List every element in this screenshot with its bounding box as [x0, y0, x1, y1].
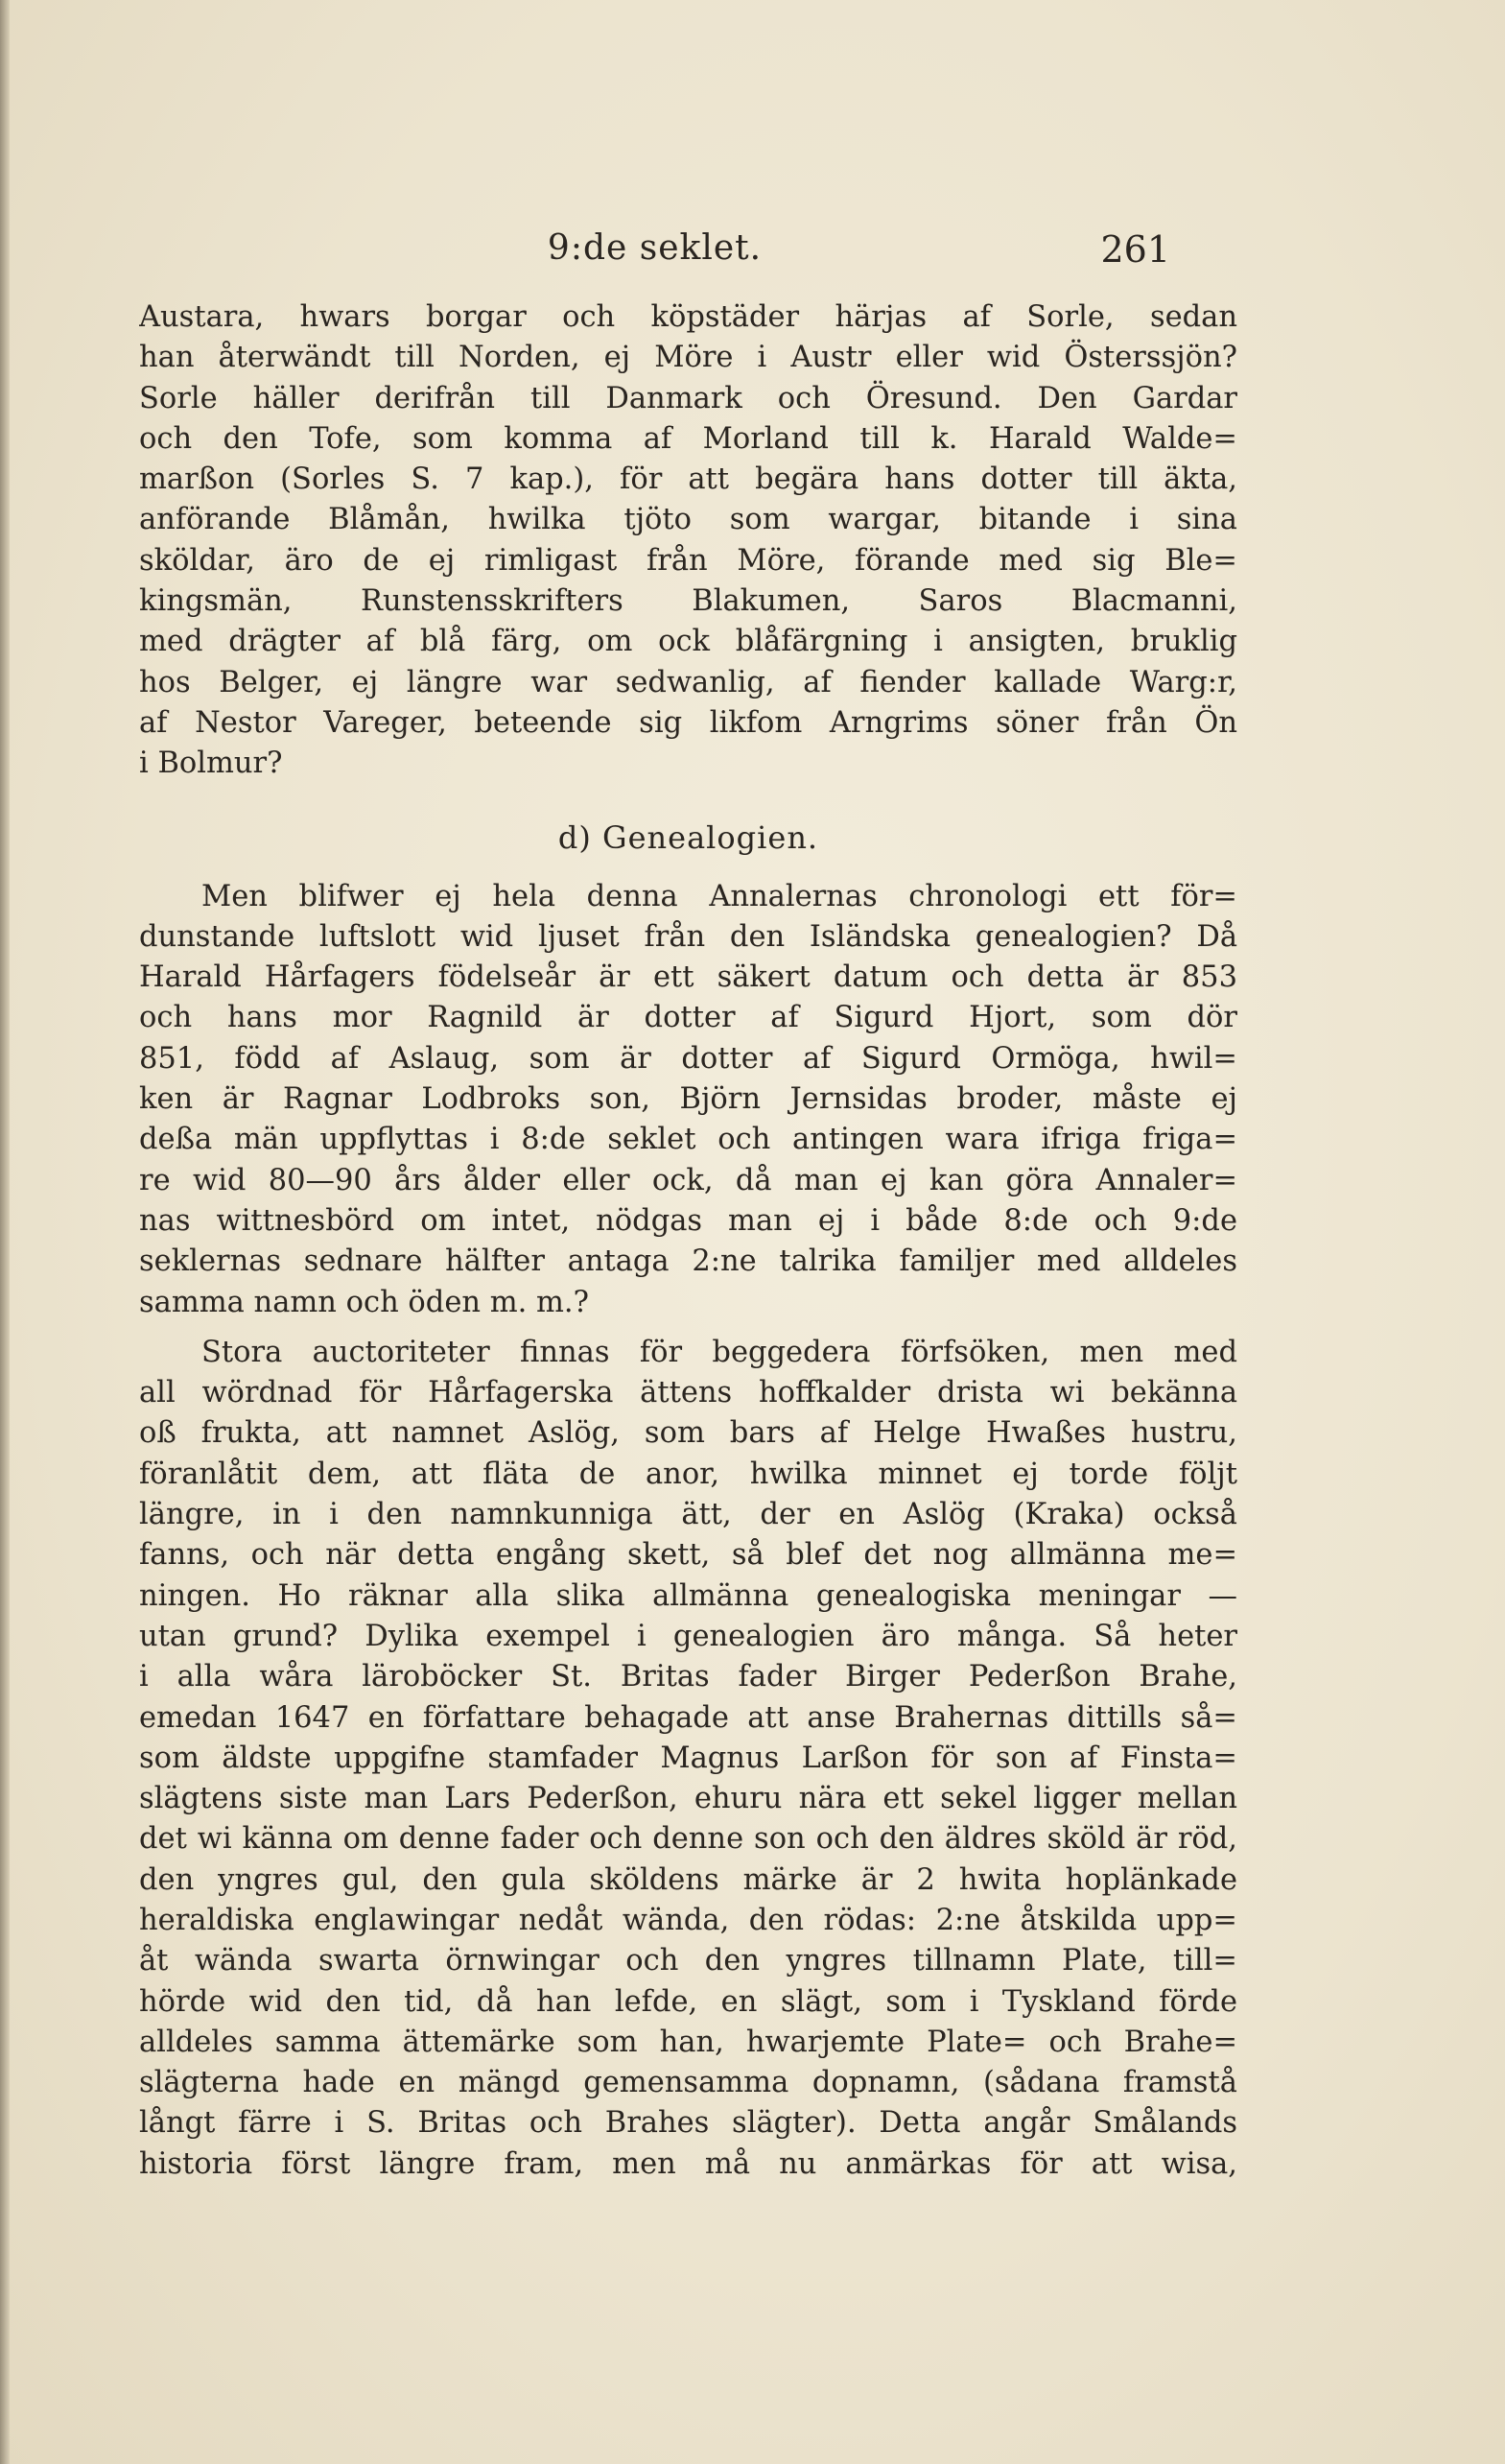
text-line: den yngres gul, den gula sköldens märke är 2 hwita hoplänkade [139, 1862, 1237, 1897]
text-line: ningen. Ho räknar alla slika allmänna genealogiska meningar — [139, 1578, 1237, 1613]
text-line: af Nestor Vareger, beteende sig likfom Arngrims söner från Ön [139, 705, 1237, 740]
text-line: samma namn och öden m. m.? [139, 1285, 589, 1319]
text-line: re wid 80—90 års ålder eller ock, då man ej kan göra Annaler= [139, 1163, 1237, 1197]
paragraph-1 [139, 297, 1237, 785]
text-line: Men blifwer ej hela denna Annalernas chronologi ett för= [201, 879, 1237, 913]
text-line: slägtens siste man Lars Pederßon, ehuru nära ett sekel ligger mellan [139, 1782, 1237, 1816]
text-line: hos Belger, ej längre war sedwanlig, af fiender kallade Warg:r, [139, 665, 1237, 699]
text-line: emedan 1647 en författare behagade att anse Brahernas dittills så= [139, 1700, 1237, 1735]
text-line: föranlåtit dem, att fläta de anor, hwilka minnet ej torde följt [139, 1457, 1237, 1491]
text-line: nas wittnesbörd om intet, nödgas man ej i både 8:de och 9:de [139, 1203, 1237, 1238]
page-number: 261 [1100, 228, 1170, 271]
text-line: Sorle häller derifrån till Danmark och Öresund. Den Gardar [139, 381, 1237, 415]
text-line: åt wända swarta örnwingar och den yngres tillnamn Plate, till= [139, 1944, 1237, 1978]
section-heading: d) Genealogien. [557, 818, 819, 856]
text-line: som äldste uppgifne stamfader Magnus Larßon för son af Finsta= [139, 1741, 1237, 1775]
text-line: Austara, hwars borgar och köpstäder härjas af Sorle, sedan [139, 300, 1237, 334]
text-line: all wördnad för Hårfagerska ättens hoffkalder drista wi bekänna [139, 1376, 1237, 1410]
text-line: längre, in i den namnkunniga ätt, der en Aslög (Kraka) också [139, 1498, 1237, 1532]
text-line: det wi känna om denne fader och denne son och den äldres sköld är röd, [139, 1822, 1237, 1857]
text-line: fanns, och när detta engång skett, så blef det nog allmänna me= [139, 1538, 1237, 1573]
text-line: och den Tofe, som komma af Morland till k. Harald Walde= [139, 421, 1237, 456]
text-line: alldeles samma ättemärke som han, hwarjemte Plate= och Brahe= [139, 2025, 1237, 2059]
text-line: deßa män uppflyttas i 8:de seklet och antingen wara ifriga friga= [139, 1123, 1237, 1157]
text-line: han återwändt till Norden, ej Möre i Austr eller wid Österssjön? [139, 341, 1237, 375]
paragraph-2 [139, 877, 1237, 1323]
text-line: 851, född af Aslaug, som är dotter af Sigurd Ormöga, hwil= [139, 1041, 1237, 1076]
text-line: i Bolmur? [139, 746, 283, 781]
text-line: marßon (Sorles S. 7 kap.), för att begära hans dotter till äkta, [139, 462, 1237, 497]
text-line: och hans mor Ragnild är dotter af Sigurd Hjort, som dör [139, 1001, 1237, 1035]
chapter-title: 9:de seklet. [547, 228, 763, 268]
text-line: dunstande luftslott wid ljuset från den Isländska genealogien? Då [139, 919, 1237, 954]
text-line: med drägter af blå färg, om ock blåfärgning i ansigten, bruklig [139, 625, 1237, 659]
text-line: kingsmän, Runstensskrifters Blakumen, Saros Blacmanni, [139, 584, 1237, 619]
text-line: Harald Hårfagers födelseår är ett säkert datum och detta är 853 [139, 960, 1237, 995]
text-line: oß frukta, att namnet Aslög, som bars af Helge Hwaßes hustru, [139, 1416, 1237, 1451]
text-line: i alla wåra läroböcker St. Britas fader Birger Pederßon Brahe, [139, 1660, 1237, 1694]
page-gutter-shadow [0, 0, 10, 2464]
text-line: sköldar, äro de ej rimligast från Möre, förande med sig Ble= [139, 543, 1237, 578]
text-line: anförande Blåmån, hwilka tjöto som wargar, bitande i sina [139, 503, 1237, 537]
text-line: historia först längre fram, men må nu anmärkas för att wisa, [139, 2146, 1237, 2181]
paragraph-3 [139, 1333, 1237, 2185]
text-line: heraldiska englawingar nedåt wända, den rödas: 2:ne åtskilda upp= [139, 1903, 1237, 1937]
text-line: ken är Ragnar Lodbroks son, Björn Jernsidas broder, måste ej [139, 1082, 1237, 1117]
text-line: slägterna hade en mängd gemensamma dopnamn, (sådana framstå [139, 2066, 1237, 2100]
body-text [139, 297, 1237, 2185]
running-head [139, 228, 1170, 286]
text-line: hörde wid den tid, då han lefde, en slägt, som i Tyskland förde [139, 1984, 1237, 2019]
text-line: Stora auctoriteter finnas för beggedera förfsöken, men med [201, 1335, 1237, 1369]
text-line: utan grund? Dylika exempel i genealogien äro många. Så heter [139, 1619, 1237, 1653]
text-line: seklernas sednare hälfter antaga 2:ne talrika familjer med alldeles [139, 1244, 1237, 1279]
text-line: långt färre i S. Britas och Brahes slägter). Detta angår Smålands [139, 2106, 1237, 2141]
